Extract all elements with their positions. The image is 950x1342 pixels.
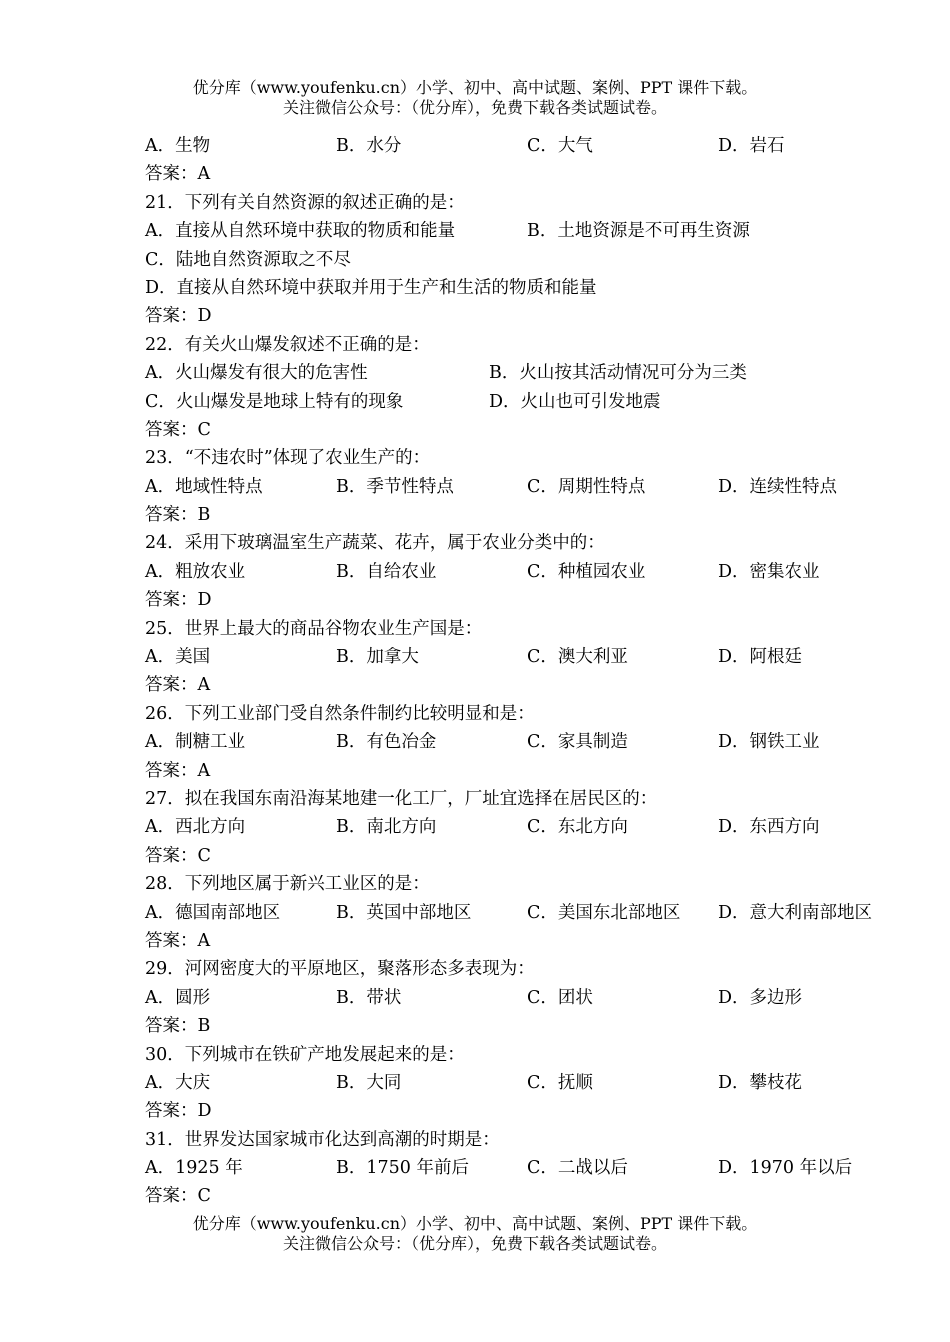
- option-c: C．周期性特点: [527, 476, 646, 497]
- option-d: D．连续性特点: [718, 476, 838, 497]
- question-stem: 28．下列地区属于新兴工业区的是：: [145, 874, 430, 895]
- options-row: [145, 558, 935, 586]
- option-d: D．意大利南部地区: [718, 902, 873, 923]
- option-a: A．美国: [145, 647, 211, 668]
- answer-line: 答案：D: [145, 590, 212, 611]
- option-a: A．德国南部地区: [145, 902, 281, 923]
- options-row: [145, 813, 935, 841]
- option-d: D．多边形: [718, 987, 803, 1008]
- option-d: D．钢铁工业: [718, 732, 820, 753]
- option-c: C．种植园农业: [527, 561, 646, 582]
- answer-line: 答案：B: [145, 1016, 211, 1037]
- option-c: C．澳大利亚: [527, 647, 628, 668]
- option-d: D．岩石: [718, 136, 785, 156]
- question-stem: 30．下列城市在铁矿产地发展起来的是：: [145, 1044, 465, 1065]
- question-stem: 26．下列工业部门受自然条件制约比较明显和是：: [145, 703, 535, 724]
- options-row: [145, 899, 935, 927]
- option-b: B．季节性特点: [336, 476, 454, 497]
- options-row: [145, 388, 935, 416]
- question-stem: 21．下列有关自然资源的叙述正确的是：: [145, 192, 465, 213]
- question-stem: 29．河网密度大的平原地区，聚落形态多表现为：: [145, 959, 535, 980]
- option-d: D．密集农业: [718, 561, 820, 582]
- answer-line: 答案：A: [145, 930, 211, 951]
- question-stem: 24．采用下玻璃温室生产蔬菜、花卉，属于农业分类中的：: [145, 533, 605, 554]
- options-row: [145, 473, 935, 501]
- answer-line: 答案：A: [145, 164, 211, 185]
- option-c: C．团状: [527, 987, 593, 1008]
- option-b: B．英国中部地区: [336, 902, 472, 923]
- question-stem: 31．世界发达国家城市化达到高潮的时期是：: [145, 1129, 500, 1150]
- answer-line: 答案：D: [145, 1101, 212, 1122]
- option-b: B．土地资源是不可再生资源: [527, 221, 750, 242]
- page-footer-banner: [0, 1214, 950, 1254]
- option-a: A．生物: [145, 136, 211, 156]
- option-a: A．直接从自然环境中获取的物质和能量: [145, 221, 456, 242]
- option-d: D．攀枝花: [718, 1072, 803, 1093]
- page-header-banner: [0, 78, 950, 118]
- answer-line: 答案：B: [145, 505, 211, 526]
- options-row: [145, 359, 935, 387]
- options-row: [145, 217, 935, 245]
- options-row: [145, 1069, 935, 1097]
- question-stem: 22．有关火山爆发叙述不正确的是：: [145, 334, 430, 355]
- option-b: B．有色冶金: [336, 732, 437, 753]
- question-list: [145, 132, 935, 1211]
- option-b: B．火山按其活动情况可分为三类: [489, 363, 747, 384]
- option-c: C．火山爆发是地球上特有的现象: [145, 391, 404, 412]
- option-b: B．大同: [336, 1072, 402, 1093]
- option-b: B．带状: [336, 987, 402, 1008]
- option-b: B．水分: [336, 136, 402, 156]
- option-c: C．抚顺: [527, 1072, 593, 1093]
- option-a: A．圆形: [145, 987, 211, 1008]
- option-b: B．自给农业: [336, 561, 437, 582]
- question-stem: 25．世界上最大的商品谷物农业生产国是：: [145, 618, 483, 639]
- option-d: D．直接从自然环境中获取并用于生产和生活的物质和能量: [145, 277, 597, 298]
- answer-line: 答案：A: [145, 675, 211, 696]
- option-a: A．火山爆发有很大的危害性: [145, 363, 368, 384]
- option-c: C．二战以后: [527, 1158, 628, 1179]
- option-c: C．大气: [527, 136, 593, 156]
- option-b: B．南北方向: [336, 817, 437, 838]
- option-d: D．火山也可引发地震: [489, 391, 661, 412]
- option-a: A．粗放农业: [145, 561, 246, 582]
- header-line-1: 优分库（www.youfenku.cn）小学、初中、高中试题、案例、PPT 课件下载。: [192, 78, 758, 97]
- footer-line-2: 关注微信公众号：（优分库），免费下载各类试题试卷。: [282, 1234, 667, 1253]
- option-c: C．陆地自然资源取之不尽: [145, 249, 351, 270]
- option-a: A．1925 年: [145, 1158, 243, 1179]
- option-b: B．1750 年前后: [336, 1158, 469, 1179]
- option-b: B．加拿大: [336, 647, 419, 668]
- answer-line: 答案：A: [145, 760, 211, 781]
- footer-line-1: 优分库（www.youfenku.cn）小学、初中、高中试题、案例、PPT 课件下载。: [192, 1214, 758, 1233]
- option-a: A．制糖工业: [145, 732, 246, 753]
- option-c: C．美国东北部地区: [527, 902, 681, 923]
- option-c: C．家具制造: [527, 732, 628, 753]
- header-line-2: 关注微信公众号：（优分库），免费下载各类试题试卷。: [282, 98, 667, 117]
- option-a: A．西北方向: [145, 817, 246, 838]
- options-row: [145, 132, 935, 160]
- option-a: A．大庆: [145, 1072, 211, 1093]
- options-row: [145, 984, 935, 1012]
- answer-line: 答案：D: [145, 306, 212, 327]
- option-d: D．阿根廷: [718, 647, 803, 668]
- options-row: [145, 728, 935, 756]
- option-a: A．地域性特点: [145, 476, 263, 497]
- option-d: D．1970 年以后: [718, 1158, 853, 1179]
- question-stem: 27．拟在我国东南沿海某地建一化工厂，厂址宜选择在居民区的：: [145, 788, 658, 809]
- option-d: D．东西方向: [718, 817, 820, 838]
- answer-line: 答案：C: [145, 419, 211, 440]
- options-row: [145, 643, 935, 671]
- question-stem: 23．“不违农时”体现了农业生产的：: [145, 448, 431, 469]
- option-c: C．东北方向: [527, 817, 628, 838]
- answer-line: 答案：C: [145, 845, 211, 866]
- options-row: [145, 1154, 935, 1182]
- answer-line: 答案：C: [145, 1186, 211, 1207]
